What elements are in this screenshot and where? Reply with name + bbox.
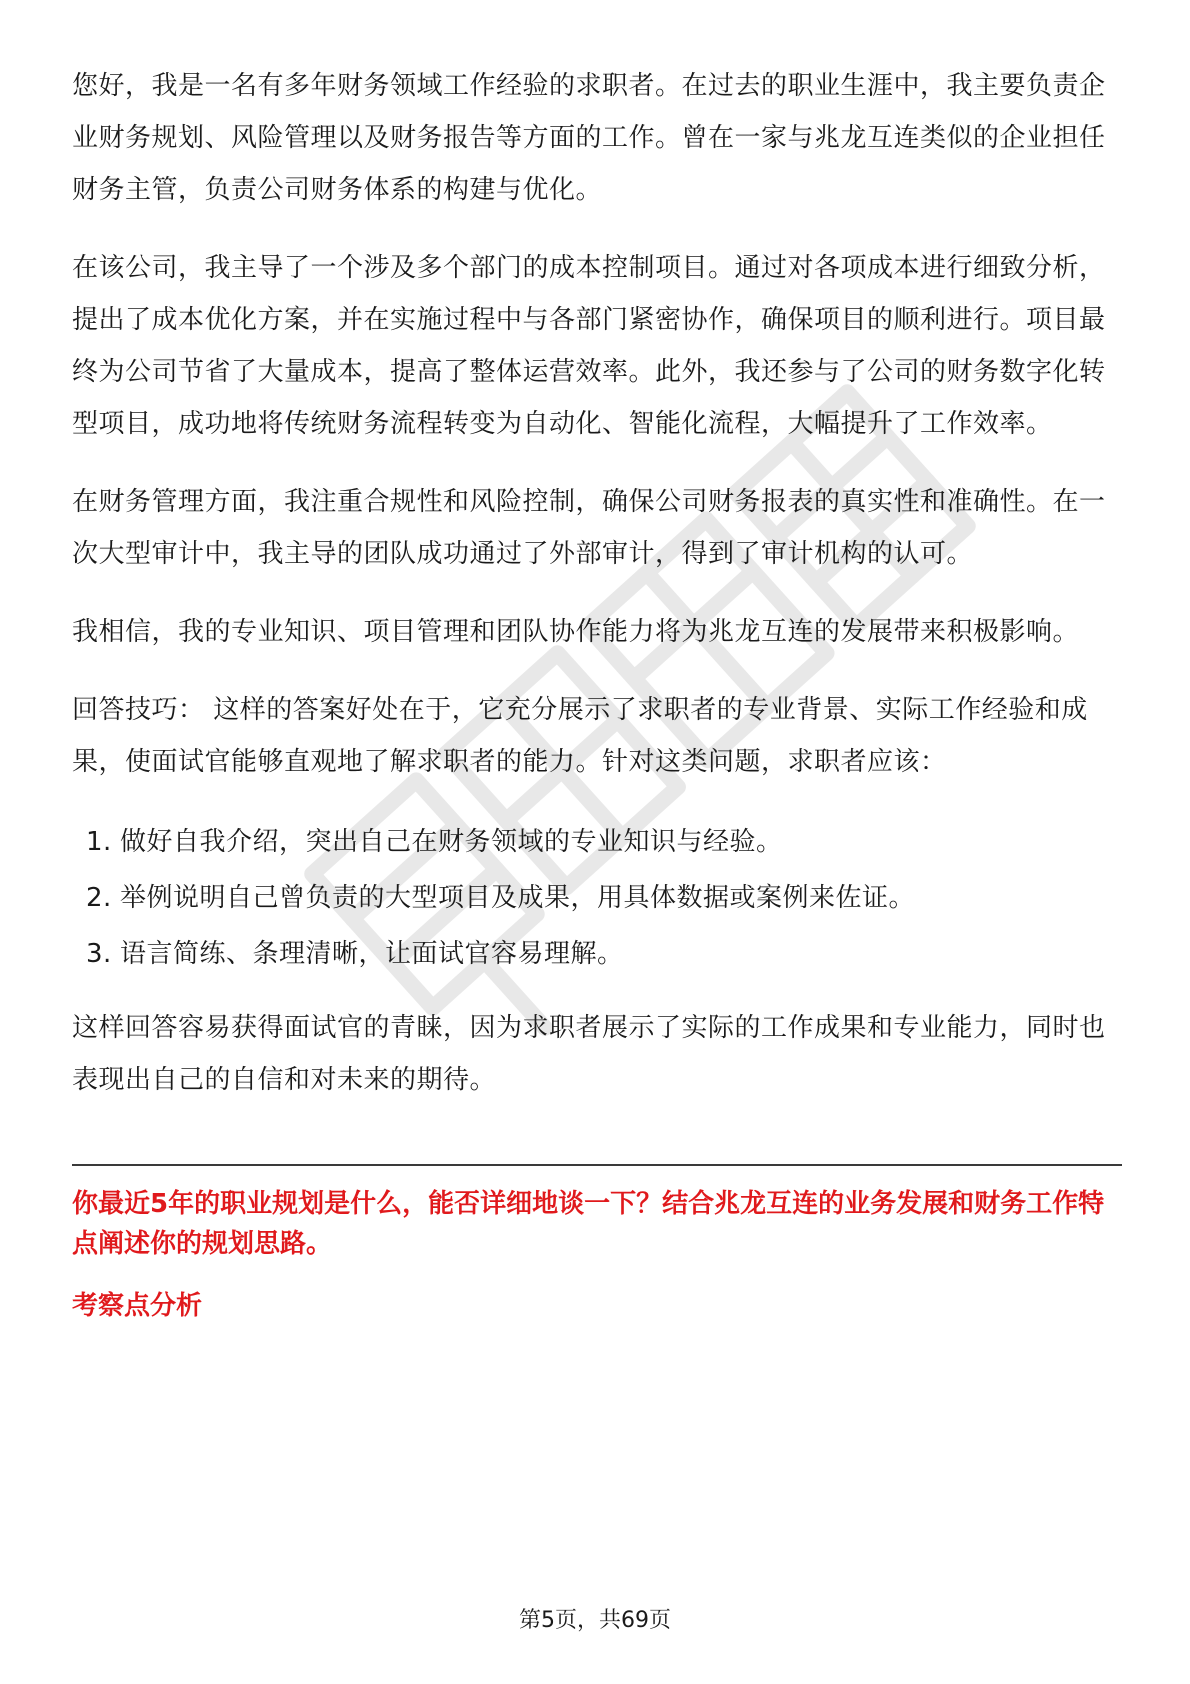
- analysis-heading: 考察点分析: [72, 1291, 203, 1321]
- list-item: [72, 926, 1122, 982]
- paragraph-answer-tips: 回答技巧： 这样的答案好处在于，它充分展示了求职者的专业背景、实际工作经验和成果，使面试官能够直观地了解求职者的能力。针对这类问题，求职者应该：: [72, 695, 1088, 777]
- list-item-number: 1.: [86, 827, 112, 857]
- next-question-heading: 你最近5年的职业规划是什么，能否详细地谈一下？结合兆龙互连的业务发展和财务工作特点阐述你的规划思路。: [72, 1189, 1105, 1259]
- page-number: 第5页，共69页: [513, 1608, 677, 1633]
- list-item-number: 3.: [86, 939, 112, 969]
- paragraph-closing: 这样回答容易获得面试官的青睐，因为求职者展示了实际的工作成果和专业能力，同时也表现出自己的自信和对未来的期待。: [72, 1013, 1106, 1095]
- list-item-text: 做好自我介绍，突出自己在财务领域的专业知识与经验。: [120, 827, 783, 857]
- tips-list: [72, 814, 1122, 982]
- list-item: [72, 870, 1122, 926]
- paragraph-intro: 您好，我是一名有多年财务领域工作经验的求职者。在过去的职业生涯中，我主要负责企业财务规划、风险管理以及财务报告等方面的工作。曾在一家与兆龙互连类似的企业担任财务主管，负责公司财务体系的构建与优化。: [72, 71, 1106, 205]
- main-content: [72, 60, 1122, 1326]
- list-item-number: 2.: [86, 883, 112, 913]
- list-item: [72, 814, 1122, 870]
- page-footer: [0, 1606, 1190, 1636]
- section-divider: [72, 1164, 1122, 1166]
- list-item-text: 举例说明自己曾负责的大型项目及成果，用具体数据或案例来佐证。: [120, 883, 916, 913]
- list-item-text: 语言简练、条理清晰，让面试官容易理解。: [120, 939, 624, 969]
- paragraph-cost-project: 在该公司，我主导了一个涉及多个部门的成本控制项目。通过对各项成本进行细致分析，提出了成本优化方案，并在实施过程中与各部门紧密协作，确保项目的顺利进行。项目最终为公司节省了大量成本，提高了整体运营效率。此外，我还参与了公司的财务数字化转型项目，成功地将传统财务流程转变为自动化、智能化流程，大幅提升了工作效率。: [72, 253, 1106, 439]
- paragraph-compliance: 在财务管理方面，我注重合规性和风险控制，确保公司财务报表的真实性和准确性。在一次大型审计中，我主导的团队成功通过了外部审计，得到了审计机构的认可。: [72, 487, 1106, 569]
- paragraph-belief: 我相信，我的专业知识、项目管理和团队协作能力将为兆龙互连的发展带来积极影响。: [72, 617, 1080, 647]
